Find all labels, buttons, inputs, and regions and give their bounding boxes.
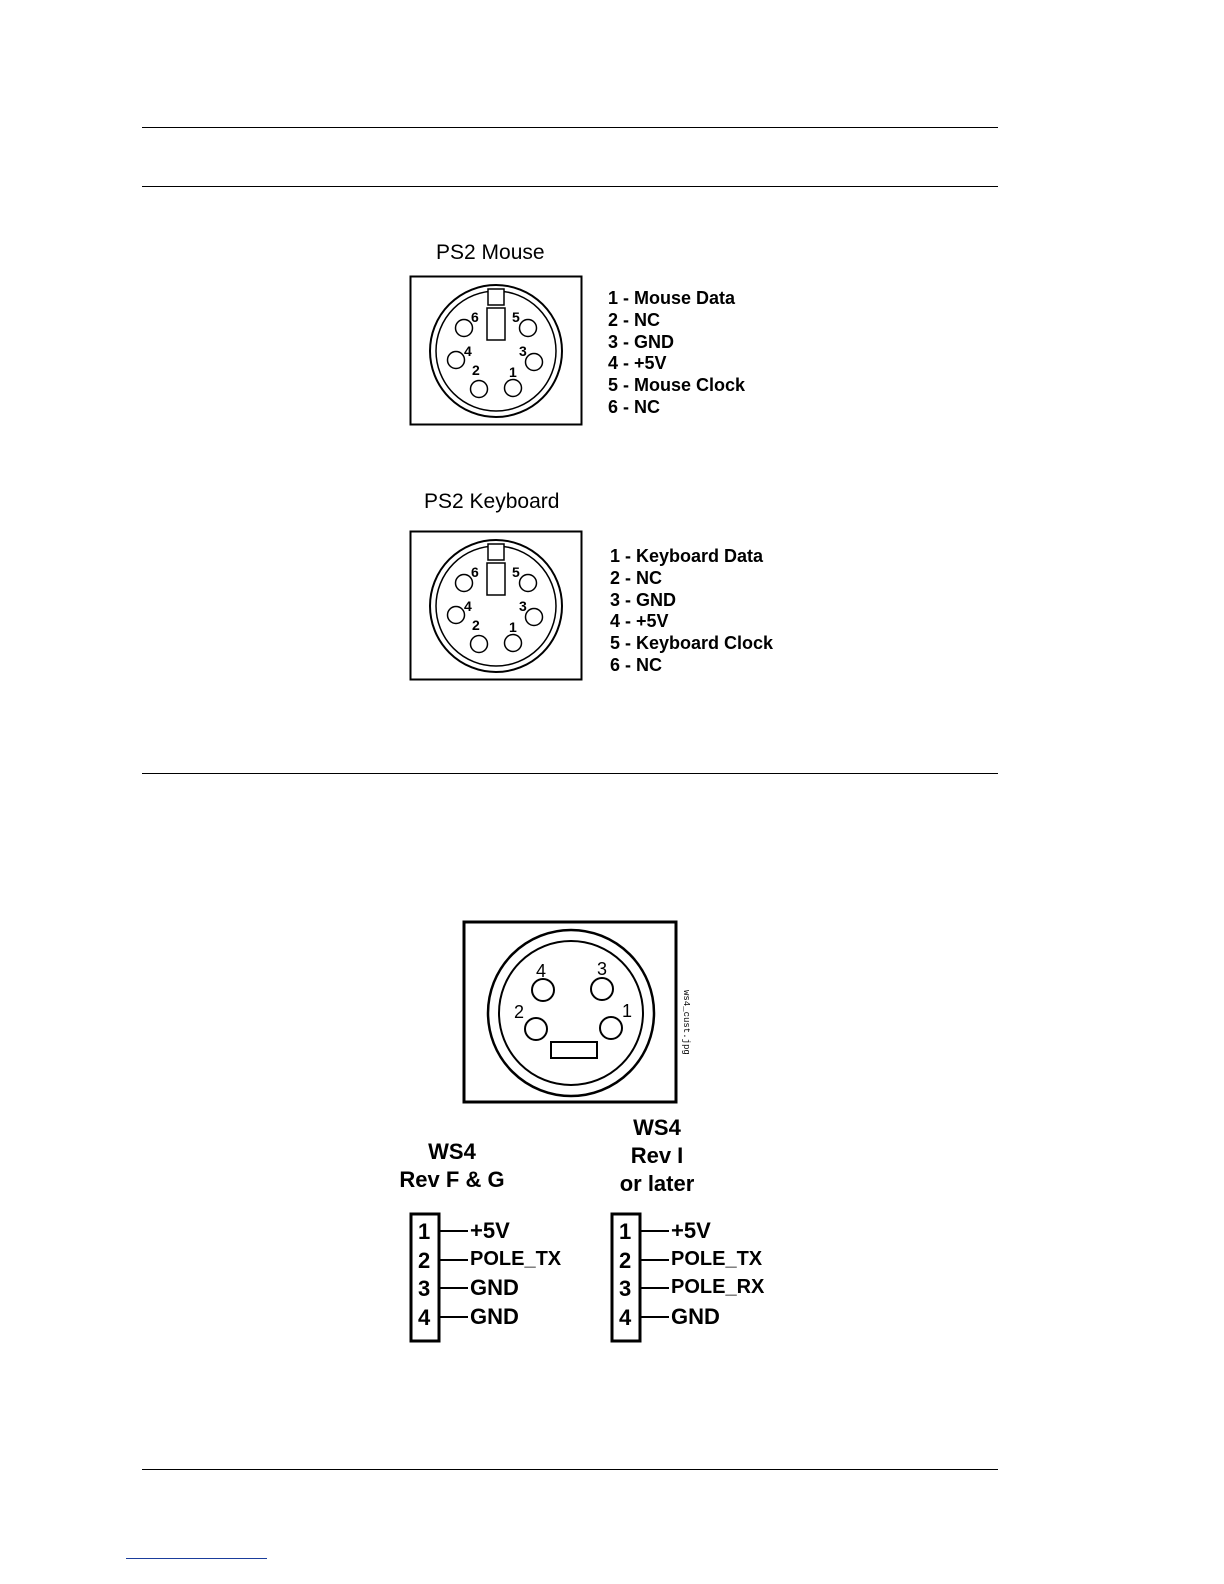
ps2-mouse-title: PS2 Mouse: [436, 241, 545, 264]
footer-rule: [142, 1469, 998, 1470]
pin-number: 3: [619, 1276, 632, 1301]
pin-signal-label: POLE_RX: [671, 1276, 765, 1298]
pin-3-number: 3: [519, 598, 527, 614]
pin-4-number: 4: [536, 961, 547, 981]
pinout-line: 5 - Keyboard Clock: [610, 633, 774, 654]
pin-signal-label: GND: [470, 1275, 519, 1300]
title-line: Rev I: [630, 1143, 684, 1168]
ps2-keyboard-title: PS2 Keyboard: [424, 490, 560, 513]
pin-5-number: 5: [512, 564, 520, 580]
pin-4-hole: [532, 979, 554, 1001]
pin-2-number: 2: [514, 1002, 525, 1022]
pin-3-hole: [526, 354, 543, 371]
pin-signal-label: +5V: [671, 1218, 711, 1243]
pin-signal-label: +5V: [470, 1218, 510, 1243]
pin-5-number: 5: [512, 309, 520, 325]
pinout-line: 4 - +5V: [610, 611, 669, 632]
pin-2-hole: [471, 381, 488, 398]
footnote-rule: [126, 1558, 267, 1559]
ws4-rev-fg-leads: [448, 1212, 470, 1344]
pin-6-number: 6: [471, 309, 479, 325]
section-rule: [142, 773, 998, 774]
pin-2-hole: [471, 636, 488, 653]
header-rule-bottom: [142, 186, 998, 187]
title-line: Rev F & G: [399, 1167, 505, 1192]
pin-signal-label: POLE_TX: [671, 1248, 763, 1270]
pin-2-hole: [525, 1018, 547, 1040]
ps2-mouse-connector: [409, 275, 583, 427]
pin-2-number: 2: [472, 362, 480, 378]
pinout-line: 2 - NC: [608, 309, 661, 330]
pinout-line: 3 - GND: [610, 589, 677, 610]
pin-4-number: 4: [464, 343, 472, 359]
pinout-line: 2 - NC: [610, 567, 663, 588]
pin-number: 1: [418, 1219, 431, 1244]
pin-3-number: 3: [597, 959, 608, 979]
pin-number: 3: [418, 1276, 431, 1301]
pin-3-hole: [591, 978, 613, 1000]
pin-3-hole: [526, 609, 543, 626]
pinout-line: 6 - NC: [610, 654, 663, 675]
pin-1-hole: [505, 635, 522, 652]
pin-1-number: 1: [509, 364, 517, 380]
pin-1-hole: [600, 1017, 622, 1039]
ps2-keyboard-connector: [409, 530, 583, 682]
pinout-line: 3 - GND: [608, 331, 675, 352]
pin-2-number: 2: [472, 617, 480, 633]
ps2-keyboard-pinout: [610, 546, 773, 677]
pin-signal-label: POLE_TX: [470, 1248, 562, 1270]
pin-number: 2: [619, 1248, 632, 1273]
ws4-rev-i-title: [592, 1114, 722, 1198]
ws4-rev-fg-title: [382, 1138, 522, 1194]
pin-signal-label: GND: [671, 1304, 720, 1329]
pin-5-hole: [520, 575, 537, 592]
pin-3-number: 3: [519, 343, 527, 359]
pin-6-number: 6: [471, 564, 479, 580]
ws4-rev-fg-header: [408, 1212, 448, 1344]
pin-4-hole: [448, 607, 465, 624]
pin-number: 4: [418, 1305, 431, 1330]
ps2-mouse-pinout: [608, 288, 745, 419]
pinout-line: 6 - NC: [608, 396, 661, 417]
header-rule-top: [142, 127, 998, 128]
title-line: WS4: [633, 1115, 681, 1140]
pin-number: 2: [418, 1248, 431, 1273]
pin-4-number: 4: [464, 598, 472, 614]
pin-6-hole: [456, 575, 473, 592]
pin-1-number: 1: [509, 619, 517, 635]
pin-number: 1: [619, 1219, 632, 1244]
pinout-line: 1 - Keyboard Data: [610, 546, 764, 566]
title-line: or later: [619, 1171, 695, 1196]
pin-number: 4: [619, 1305, 632, 1330]
pin-1-hole: [505, 380, 522, 397]
ws4-rev-i-header: [609, 1212, 649, 1344]
pinout-line: 4 - +5V: [608, 353, 667, 374]
ws4-connector: [462, 920, 702, 1106]
ws4-rev-i-leads: [649, 1212, 671, 1344]
image-filename-text: ws4_cust.jpg: [681, 990, 691, 1055]
pinout-line: 5 - Mouse Clock: [608, 375, 746, 396]
pinout-line: 1 - Mouse Data: [608, 288, 736, 308]
pin-signal-label: GND: [470, 1304, 519, 1329]
pin-5-hole: [520, 320, 537, 337]
pin-6-hole: [456, 320, 473, 337]
pin-4-hole: [448, 352, 465, 369]
pin-1-number: 1: [622, 1001, 633, 1021]
title-line: WS4: [428, 1139, 476, 1164]
